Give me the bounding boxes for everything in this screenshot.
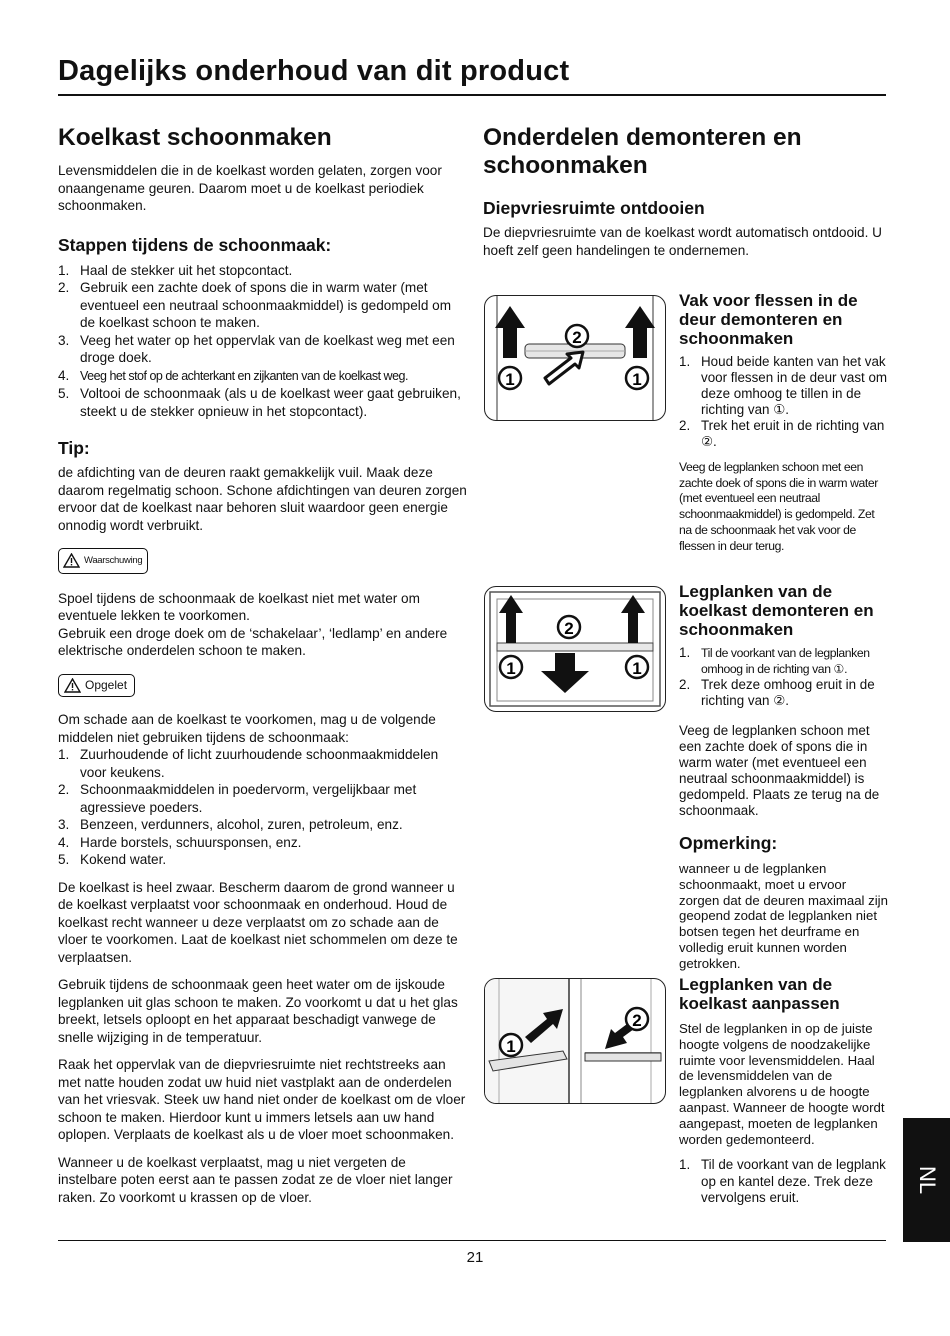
bottle-rack-note: Veeg de legplanken schoon met een zachte doek of spons die in warm water (met eventueel een neutraal schoonmaakmiddel) is gedompeld. Zet na de schoonmaak het vak voor de flessen in deur terug. <box>679 460 878 553</box>
cleaning-intro: Levensmiddelen die in de koelkast worden gelaten, zorgen voor onaangename geuren. Daarom moet u de koelkast periodiek schoonmaken. <box>58 163 442 213</box>
warning-badge <box>58 548 148 574</box>
shelves-illustration <box>485 587 665 711</box>
list-item: 3. Benzeen, verdunners, alcohol, zuren, petroleum, enz. <box>58 817 403 833</box>
adjust-shelves-figure <box>484 978 666 1104</box>
warning-label: Waarschuwing <box>84 555 143 566</box>
list-item: 5. Kokend water. <box>58 852 167 868</box>
figure-label-1: 1 <box>632 370 642 389</box>
remark-heading: Opmerking: <box>679 833 778 853</box>
figure-label-2: 2 <box>564 619 574 638</box>
list-item: 5. Voltooi de schoonmaak (als u de koelkast weer gaat gebruiken, steekt u de stekker opnieuw in het stopcontact). <box>58 386 461 419</box>
bottle-rack-steps <box>679 354 889 450</box>
list-item: 1. Zuurhoudende of licht zuurhoudende schoonmaakmiddelen voor keukens. <box>58 747 439 780</box>
remark-text: wanneer u de legplanken schoonmaakt, moet u ervoor zorgen dat de deuren maximaal zijn geopend zodat de legplanken niet botsen tegen het deurframe en volledig eruit kunnen worden getrokken. <box>679 861 888 971</box>
list-item: 3. Veeg het water op het oppervlak van de koelkast weg met een droge doek. <box>58 332 455 365</box>
right-column-top <box>483 124 888 259</box>
figure-label-1: 1 <box>506 1037 516 1056</box>
warning-triangle-icon <box>63 553 80 568</box>
bottle-rack-illustration <box>485 296 665 420</box>
shelves-steps <box>679 645 889 709</box>
bottle-rack-section <box>679 291 889 554</box>
paragraph-move: Wanneer u de koelkast verplaatst, mag u niet vergeten de instelbare poten eerst aan te passen zodat ze de vloer niet langer raken. Zo voorkomt u krassen op de vloer. <box>58 1154 453 1205</box>
page-title: Dagelijks onderhoud van dit product <box>58 55 570 87</box>
section-heading-cleaning: Koelkast schoonmaken <box>58 124 332 151</box>
section-heading-disassembly: Onderdelen demonteren en schoonmaken <box>483 124 802 179</box>
paragraph-freezer: Raak het oppervlak van de diepvriesruimte niet rechtstreeks aan met natte houden zodat uw huid niet vastplakt aan de onderdelen van het vriesvak. Steek uw hand niet onder de koelkast om de vloer schoon te maken. Hierdoor kunt u immers letsels aan uw hand oplopen. Verplaats de koelkast als u de vloer moet schoonmaken. <box>58 1057 466 1143</box>
adjust-shelves-text: Stel de legplanken in op de juiste hoogte volgens de noodzakelijke ruimte voor levensmiddelen. Haal de levensmiddelen van de legplanken alvorens u de hoogte aanpast. Wanneer de hoogte wordt aangepast, moeten de legplanken worden gedemonteerd. <box>679 1021 885 1147</box>
defrost-heading: Diepvriesruimte ontdooien <box>483 198 705 218</box>
list-item: 4. Harde borstels, schuursponsen, enz. <box>58 834 302 850</box>
list-item: 2. Trek het eruit in de richting van ②. <box>679 418 885 449</box>
warning-triangle-icon <box>64 678 81 693</box>
cleaning-steps <box>58 262 468 421</box>
adjust-shelves-section <box>679 975 889 1207</box>
caution-label: Opgelet <box>85 677 128 692</box>
list-item: 1. Til de voorkant van de legplanken omhoog in de richting van ①. <box>679 645 870 676</box>
language-tab <box>903 1118 950 1242</box>
shelves-note: Veeg de legplanken schoon met een zachte doek of spons die in warm water (met eventueel een neutraal schoonmaakmiddel) is gedompeld. Plaats ze terug na de schoonmaak. <box>679 723 880 818</box>
list-item: 1. Til de voorkant van de legplank op en kantel deze. Trek deze vervolgens eruit. <box>679 1157 886 1206</box>
list-item: 2. Trek deze omhoog eruit in de richting van ②. <box>679 677 875 708</box>
adjust-shelves-steps <box>679 1157 889 1207</box>
footer-rule <box>58 1240 886 1241</box>
list-item: 2. Gebruik een zachte doek of spons die in warm water (met eventueel een neutraal schoonmaakmiddel) is gedompeld om de koelkast schoon te maken. <box>58 280 452 330</box>
figure-label-2: 2 <box>632 1011 642 1030</box>
shelves-figure <box>484 586 666 712</box>
left-column <box>58 124 468 1206</box>
bottle-rack-figure <box>484 295 666 421</box>
header-rule <box>58 94 886 96</box>
caution-badge <box>58 674 135 698</box>
figure-label-1: 1 <box>506 659 516 678</box>
caution-intro: Om schade aan de koelkast te voorkomen, mag u de volgende middelen niet gebruiken tijdens de schoonmaak: <box>58 712 436 745</box>
warning-text-1: Spoel tijdens de schoonmaak de koelkast niet met water om eventuele lekken te voorkomen. <box>58 590 420 623</box>
figure-label-1: 1 <box>505 370 515 389</box>
list-item: 1. Haal de stekker uit het stopcontact. <box>58 262 293 278</box>
bottle-rack-heading: Vak voor flessen in de deur demonteren en schoonmaken <box>679 291 858 348</box>
adjust-shelves-heading: Legplanken van de koelkast aanpassen <box>679 975 840 1013</box>
warning-text-2: Gebruik een droge doek om de ‘schakelaar’, ‘ledlamp’ en andere elektrische onderdelen schoon te maken. <box>58 625 448 658</box>
figure-label-1: 1 <box>632 659 642 678</box>
steps-heading: Stappen tijdens de schoonmaak: <box>58 234 332 255</box>
list-item: 1. Houd beide kanten van het vak voor flessen in de deur vast om deze omhoog te tillen in de richting van ①. <box>679 354 888 417</box>
paragraph-heavy: De koelkast is heel zwaar. Bescherm daarom de grond wanneer u de koelkast verplaatst voor schoonmaak en onderhoud. Houd de koelkast recht wanneer u deze verplaatst om zo schade aan de vloer te voorkomen. Laat de koelkast niet schommelen om deze te verplaatsen. <box>58 879 458 965</box>
list-item: 4. Veeg het stof op de achterkant en zijkanten van de koelkast weg. <box>58 367 408 383</box>
tip-text: de afdichting van de deuren raakt gemakkelijk vuil. Maak deze daarom regelmatig schoon. Schone afdichtingen van deuren zorgen ervoor dat de koelkast naar behoren sluit waardoor geen energie onnodig wordt verbruikt. <box>58 465 467 533</box>
defrost-text: De diepvriesruimte van de koelkast wordt automatisch ontdooid. U hoeft zelf geen handelingen te ondernemen. <box>483 225 882 258</box>
list-item: 2. Schoonmaakmiddelen in poedervorm, vergelijkbaar met agressieve poeders. <box>58 782 417 815</box>
caution-list <box>58 746 468 869</box>
figure-label-2: 2 <box>572 328 582 347</box>
language-tab-label: NL <box>914 1165 940 1195</box>
shelves-section <box>679 582 889 972</box>
adjust-shelves-illustration <box>485 979 665 1103</box>
paragraph-hot-water: Gebruik tijdens de schoonmaak geen heet water om de ijskoude legplanken uit glas schoon te maken. Zo voorkomt u dat u het glas breekt, letsels oploopt en het apparaat beschadigt vanwege de snelle wijziging in de temperatuur. <box>58 977 458 1045</box>
tip-heading: Tip: <box>58 438 90 458</box>
shelves-heading: Legplanken van de koelkast demonteren en schoonmaken <box>679 582 874 639</box>
page-number: 21 <box>466 1249 484 1266</box>
